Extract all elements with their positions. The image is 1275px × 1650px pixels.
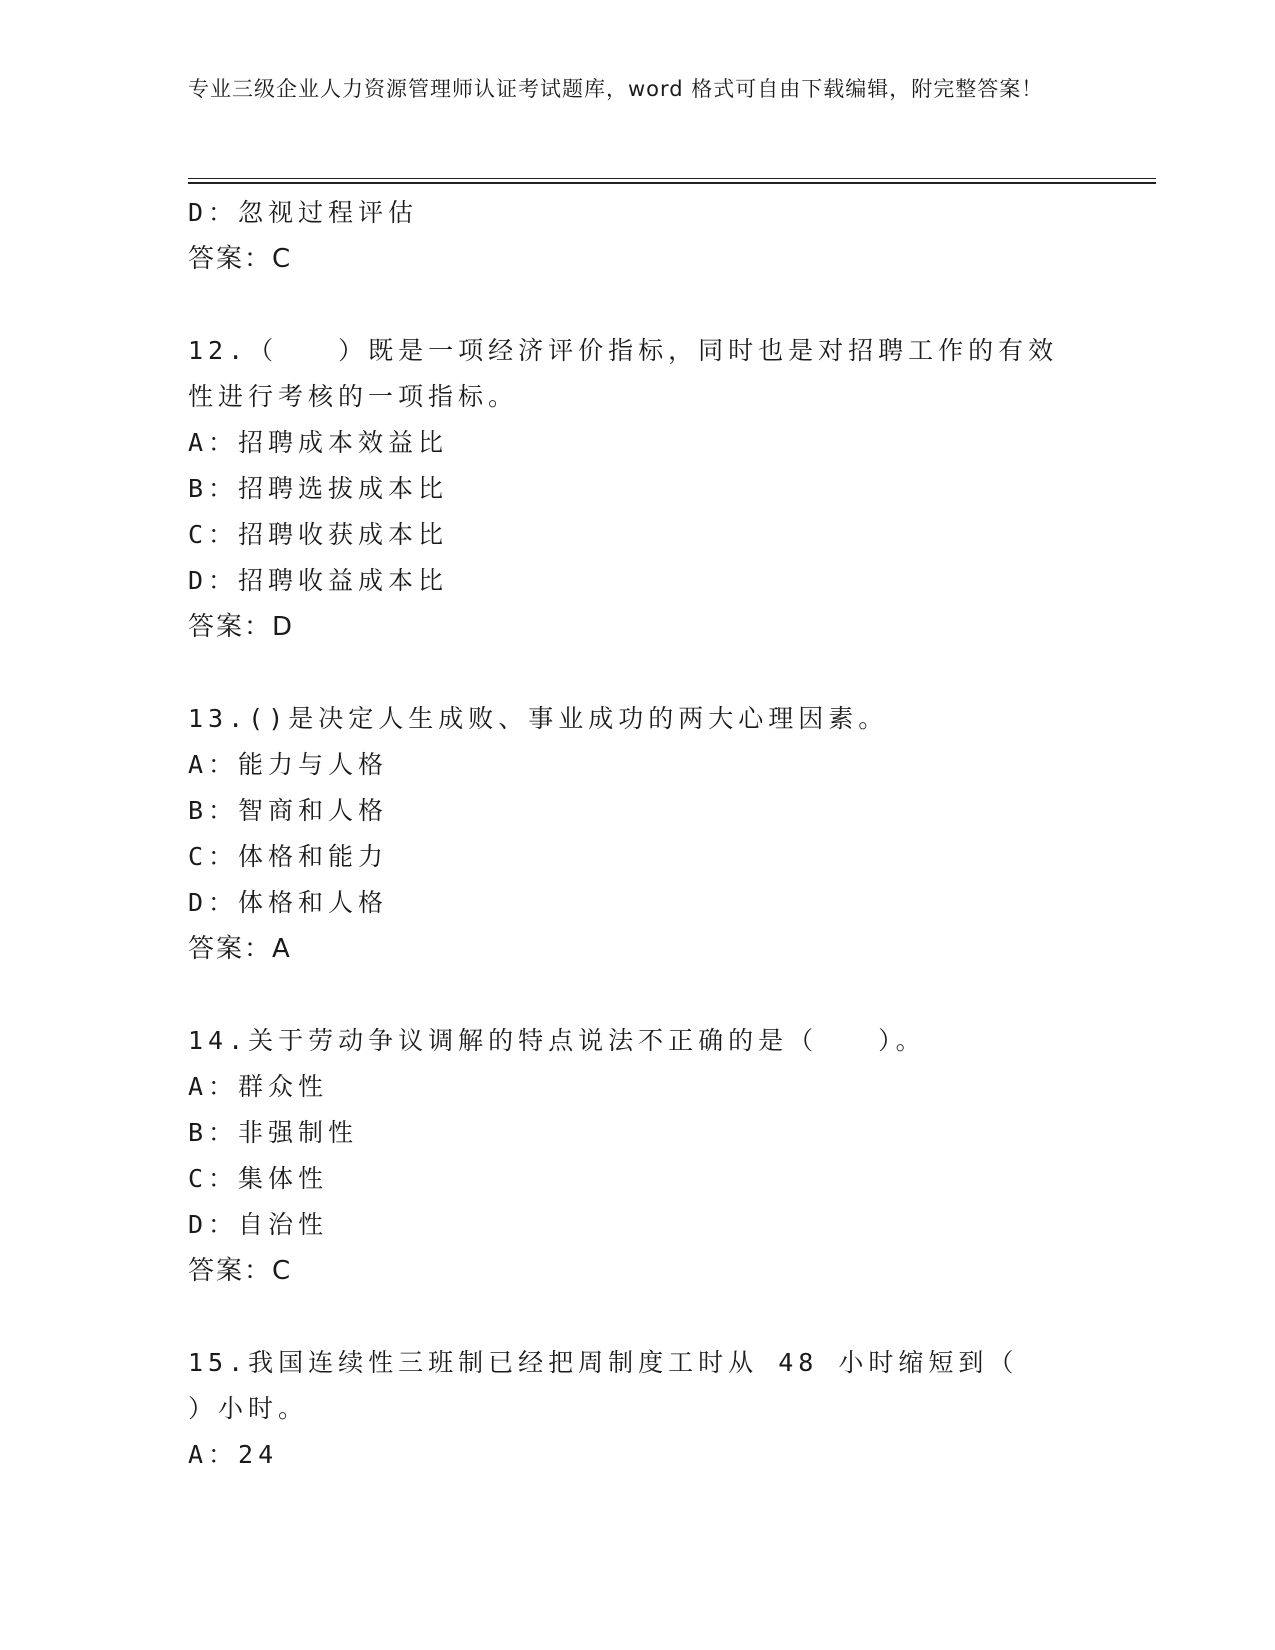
spacer xyxy=(188,282,1088,328)
spacer xyxy=(188,1294,1088,1340)
question-13 xyxy=(188,696,1088,972)
spacer xyxy=(188,972,1088,1018)
answer: 答案：C xyxy=(188,244,293,274)
option-d: D：体格和人格 xyxy=(188,888,389,917)
question-stem: 12.（ ）既是一项经济评价指标，同时也是对招聘工作的有效性进行考核的一项指标。 xyxy=(188,336,1059,411)
option-c: C：集体性 xyxy=(188,1164,329,1193)
answer: 答案：A xyxy=(188,934,292,964)
spacer xyxy=(188,650,1088,696)
answer: 答案：D xyxy=(188,612,295,642)
option-a: A：24 xyxy=(188,1440,279,1469)
question-stem: 13.()是决定人生成败、事业成功的两大心理因素。 xyxy=(188,704,889,733)
document-header: 专业三级企业人力资源管理师认证考试题库，word 格式可自由下载编辑，附完整答案！ xyxy=(188,77,1044,101)
question-14 xyxy=(188,1018,1088,1294)
option-c: C：招聘收获成本比 xyxy=(188,520,449,549)
option-b: B：智商和人格 xyxy=(188,796,389,825)
question-12 xyxy=(188,328,1088,650)
option-b: B：招聘选拔成本比 xyxy=(188,474,449,503)
header-divider-thick xyxy=(188,182,1156,184)
question-stem: 14.关于劳动争议调解的特点说法不正确的是（ ）。 xyxy=(188,1026,926,1055)
option-a: A：招聘成本效益比 xyxy=(188,428,449,457)
answer: 答案：C xyxy=(188,1256,293,1286)
option-a: A：群众性 xyxy=(188,1072,329,1101)
question-15 xyxy=(188,1340,1088,1478)
option-d: D：招聘收益成本比 xyxy=(188,566,449,595)
question-stem: 15.我国连续性三班制已经把周制度工时从 48 小时缩短到（ ）小时。 xyxy=(188,1348,1079,1423)
header-divider-thin xyxy=(188,178,1156,179)
option-c: C：体格和能力 xyxy=(188,842,389,871)
question-list xyxy=(188,190,1088,1478)
option-d: D：自治性 xyxy=(188,1210,329,1239)
option-d: D：忽视过程评估 xyxy=(188,198,419,227)
option-b: B：非强制性 xyxy=(188,1118,359,1147)
option-a: A：能力与人格 xyxy=(188,750,389,779)
